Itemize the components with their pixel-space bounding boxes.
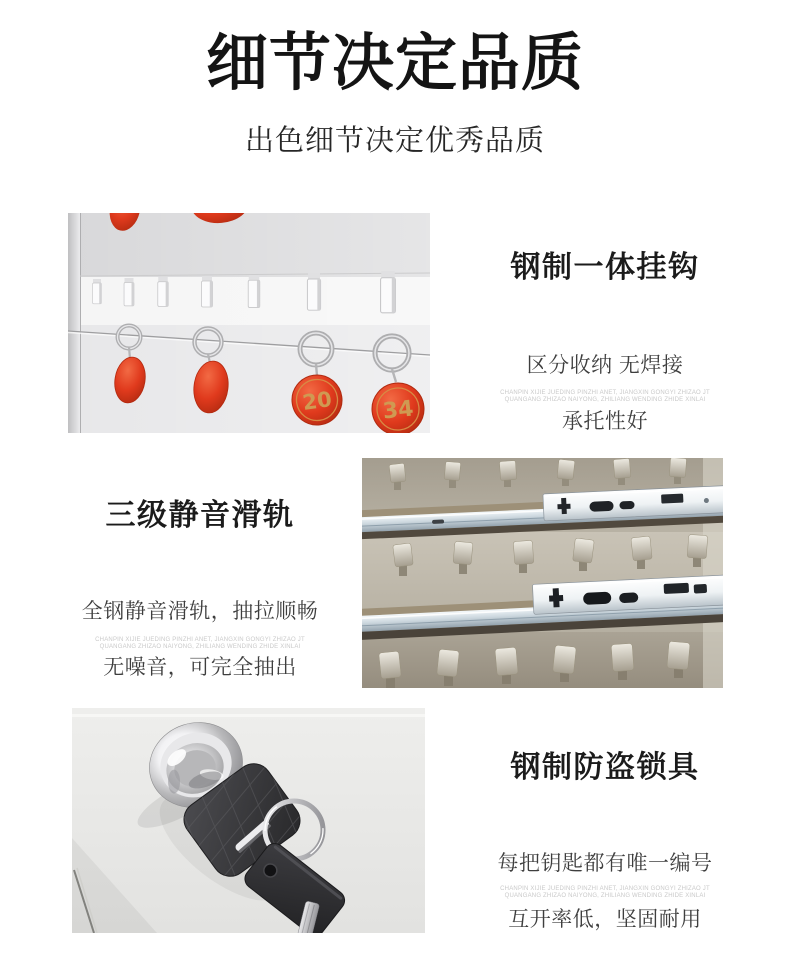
key-tag-number: 34 [381,396,415,425]
watermark-line: CHANPIN XIJIE JUEDING PINZHI ANET, JIANGXIN GONGYI ZHIZAO JT [500,886,710,892]
key-hooks-photo [68,213,430,433]
section2-desc-line2: 无噪音，可完全抽出 [103,656,297,679]
page-title: 细节决定品质 [205,29,584,98]
section3-watermark [450,886,760,900]
section3-desc-line2: 互开率低，坚固耐用 [508,908,702,931]
cabinet-frame-edge [68,213,80,433]
watermark-line: QUANGANG ZHIZAO NAIYONG, ZHILIANG WENDING ZHIDE XINLAI [504,397,706,403]
key-tag-number: 20 [300,387,334,415]
section1-watermark [450,390,760,404]
section3-heading: 钢制防盗锁具 [510,751,700,784]
watermark-line: QUANGANG ZHIZAO NAIYONG, ZHILIANG WENDING ZHIDE XINLAI [504,893,706,899]
lock-keys-photo [72,708,425,933]
page-subtitle: 出色细节决定优秀品质 [244,125,545,157]
watermark-line: CHANPIN XIJIE JUEDING PINZHI ANET, JIANGXIN GONGYI ZHIZAO JT [500,390,710,396]
door-top-highlight [72,714,425,717]
watermark-line: CHANPIN XIJIE JUEDING PINZHI ANET, JIANGXIN GONGYI ZHIZAO JT [95,637,305,643]
slide-rail-photo [362,458,723,688]
section1-desc-line1: 区分收纳 无焊接 [526,354,684,377]
section2-heading: 三级静音滑轨 [105,499,295,532]
section1-desc-line2: 承托性好 [562,410,648,433]
section3-desc-line1: 每把钥匙都有唯一编号 [497,852,713,875]
section1-heading: 钢制一体挂钩 [510,251,700,284]
section2-watermark [45,637,355,651]
section2-desc-line1: 全钢静音滑轨，抽拉顺畅 [81,600,319,623]
watermark-line: QUANGANG ZHIZAO NAIYONG, ZHILIANG WENDING ZHIDE XINLAI [99,644,301,650]
